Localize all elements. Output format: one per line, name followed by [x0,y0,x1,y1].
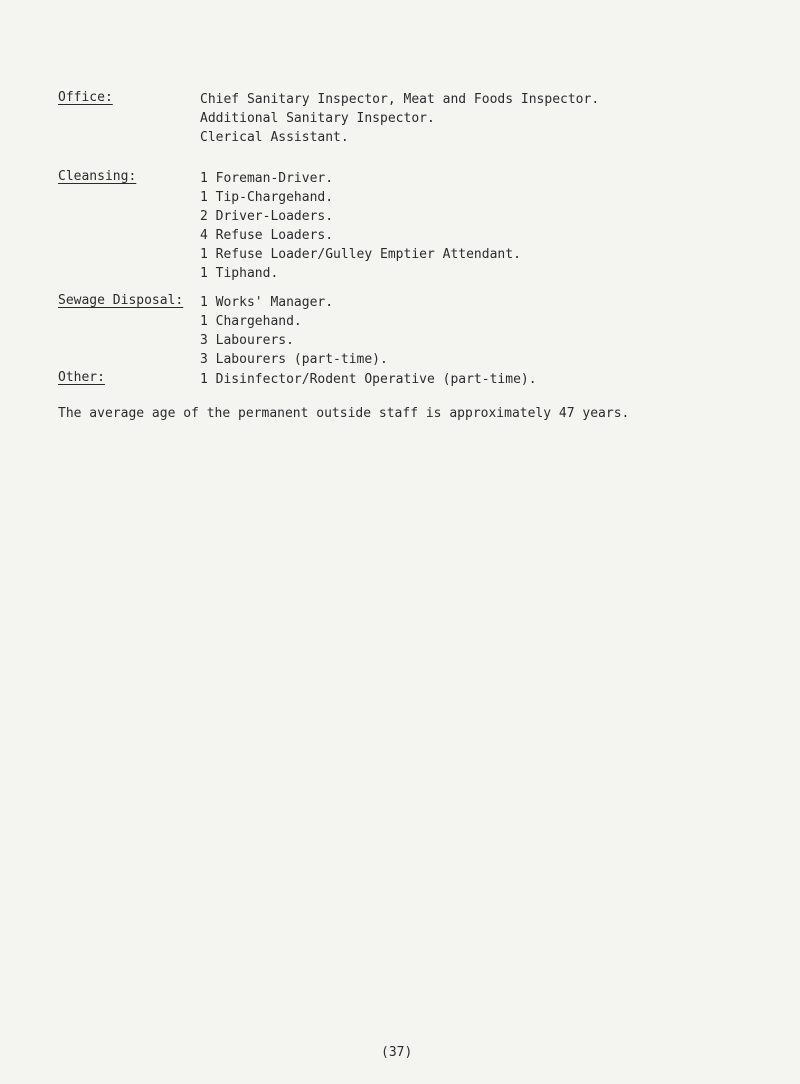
section-label: Cleansing: [58,169,137,184]
staff-line: 1 Disinfector/Rodent Operative (part-time). [200,372,537,387]
section-label: Sewage Disposal: [58,293,184,308]
section-lines [200,90,780,147]
staff-line: 1 Foreman-Driver. [200,171,334,186]
section-label: Office: [58,90,113,105]
staff-line: 3 Labourers (part-time). [200,352,388,367]
section-lines [200,293,780,369]
staff-line: 3 Labourers. [200,333,294,348]
staff-line: Additional Sanitary Inspector. [200,111,435,126]
staff-line: 1 Refuse Loader/Gulley Emptier Attendant. [200,247,521,262]
page-number: (37) [381,1045,413,1060]
staff-line: Chief Sanitary Inspector, Meat and Foods Inspector. [200,92,600,107]
section-lines [200,370,780,389]
section-lines [200,169,780,283]
staff-line: 4 Refuse Loaders. [200,228,334,243]
staff-line: 1 Tip-Chargehand. [200,190,334,205]
staff-line: 1 Works' Manager. [200,295,334,310]
staff-line: 1 Chargehand. [200,314,302,329]
section-label: Other: [58,370,105,385]
staff-line: 2 Driver-Loaders. [200,209,334,224]
average-age-summary: The average age of the permanent outside staff is approximately 47 years. [58,406,630,421]
staff-line: Clerical Assistant. [200,130,349,145]
staff-line: 1 Tiphand. [200,266,279,281]
